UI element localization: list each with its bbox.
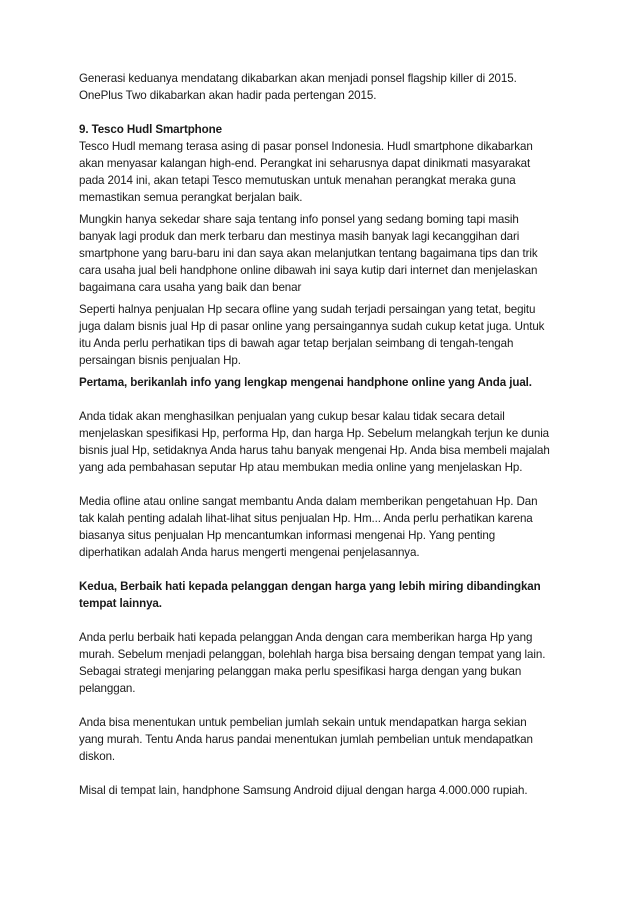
text-line: cara usaha jual beli handphone online dibawah ini saya kutip dari internet dan menjelaskan bbox=[79, 264, 538, 277]
body-paragraph bbox=[79, 408, 569, 476]
text-line: bagaimana cara usaha yang baik dan benar bbox=[79, 281, 302, 294]
text-line: Seperti halnya penjualan Hp secara ofline yang sudah terjadi persaingan yang tetat, begitu bbox=[79, 303, 536, 316]
body-paragraph bbox=[79, 714, 569, 765]
text-line: smartphone yang baru-baru ini dan saya akan melanjutkan tentang bagaimana tips dan trik bbox=[79, 247, 538, 260]
text-line: Kedua, Berbaik hati kepada pelanggan dengan harga yang lebih miring dibandingkan bbox=[79, 580, 541, 593]
section-heading bbox=[79, 578, 569, 612]
text-line: tak kalah penting adalah lihat-lihat situs penjualan Hp. Hm... Anda perlu perhatikan karena bbox=[79, 512, 533, 525]
text-line: pada 2014 ini, akan tetapi Tesco memutuskan untuk menahan perangkat meraka guna bbox=[79, 174, 516, 187]
text-line: yang ada pembahasan seputar Hp atau membukan media online yang menjelaskan Hp. bbox=[79, 461, 523, 474]
text-line: Anda tidak akan menghasilkan penjualan yang cukup besar kalau tidak secara detail bbox=[79, 410, 505, 423]
text-line: Anda perlu berbaik hati kepada pelanggan Anda dengan cara memberikan harga Hp yang bbox=[79, 631, 533, 644]
document-page bbox=[79, 70, 569, 799]
body-paragraph bbox=[79, 629, 569, 697]
body-paragraph bbox=[79, 211, 569, 296]
body-paragraph bbox=[79, 493, 569, 561]
section-heading bbox=[79, 121, 569, 138]
text-line: 9. Tesco Hudl Smartphone bbox=[79, 123, 222, 136]
text-line: akan menyasar kalangan high-end. Perangkat ini seharusnya dapat dinikmati masyarakat bbox=[79, 157, 531, 170]
section-heading bbox=[79, 374, 569, 391]
body-paragraph bbox=[79, 138, 569, 206]
text-line: Pertama, berikanlah info yang lengkap mengenai handphone online yang Anda jual. bbox=[79, 376, 532, 389]
text-line: itu Anda perlu perhatikan tips di bawah agar tetap berjalan seimbang di tengah-tengah bbox=[79, 337, 514, 350]
text-line: OnePlus Two dikabarkan akan hadir pada pertengan 2015. bbox=[79, 89, 377, 102]
text-line: pelanggan. bbox=[79, 682, 136, 695]
body-paragraph bbox=[79, 301, 569, 369]
text-line: Sebagai strategi menjaring pelanggan maka perlu spesifikasi harga dengan yang bukan bbox=[79, 665, 522, 678]
text-line: Media ofline atau online sangat membantu Anda dalam memberikan pengetahuan Hp. Dan bbox=[79, 495, 538, 508]
text-line: banyak lagi produk dan merk terbaru dan mestinya masih banyak lagi kecanggihan dari bbox=[79, 230, 520, 243]
text-line: Misal di tempat lain, handphone Samsung Android dijual dengan harga 4.000.000 rupiah. bbox=[79, 784, 528, 797]
text-line: diskon. bbox=[79, 750, 116, 763]
text-line: juga dalam bisnis jual Hp di pasar online yang persaingannya sudah cukup ketat juga. Untuk bbox=[79, 320, 545, 333]
text-line: persaingan bisnis penjualan Hp. bbox=[79, 354, 241, 367]
text-line: memastikan semua perangkat berjalan baik. bbox=[79, 191, 303, 204]
text-line: murah. Sebelum menjadi pelanggan, bolehlah harga bisa bersaing dengan tempat yang lain. bbox=[79, 648, 546, 661]
text-line: Tesco Hudl memang terasa asing di pasar ponsel Indonesia. Hudl smartphone dikabarkan bbox=[79, 140, 533, 153]
text-line: Mungkin hanya sekedar share saja tentang info ponsel yang sedang boming tapi masih bbox=[79, 213, 519, 226]
text-line: bisnis jual Hp, setidaknya Anda harus tahu banyak mengenai Hp. Anda bisa membeli majalah bbox=[79, 444, 550, 457]
body-paragraph bbox=[79, 782, 569, 799]
text-line: diperhatikan adalah Anda harus mengerti mengenai penjelasannya. bbox=[79, 546, 420, 559]
text-line: Anda bisa menentukan untuk pembelian jumlah sekain untuk mendapatkan harga sekian bbox=[79, 716, 527, 729]
text-line: yang murah. Tentu Anda harus pandai menentukan jumlah pembelian untuk mendapatkan bbox=[79, 733, 533, 746]
text-line: biasanya situs penjualan Hp mencantumkan informasi mengenai Hp. Yang penting bbox=[79, 529, 496, 542]
text-line: Generasi keduanya mendatang dikabarkan akan menjadi ponsel flagship killer di 2015. bbox=[79, 72, 517, 85]
body-paragraph bbox=[79, 70, 569, 104]
text-line: tempat lainnya. bbox=[79, 597, 162, 610]
text-line: menjelaskan spesifikasi Hp, performa Hp, dan harga Hp. Sebelum melangkah terjun ke dunia bbox=[79, 427, 550, 440]
